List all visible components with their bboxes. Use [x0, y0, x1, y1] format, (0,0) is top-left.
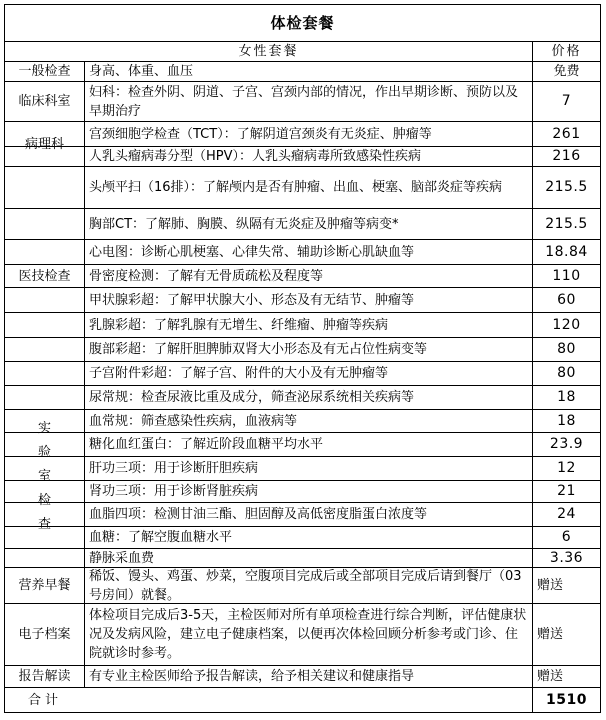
item-price: 80: [557, 365, 576, 381]
item-text: 妇科：检查外阴、阴道、子宫、宫颈内部的情况，作出早期诊断、预防以及早期治疗: [89, 84, 519, 119]
total-value: 1510: [546, 691, 587, 708]
category-breakfast: 营养早餐: [18, 578, 71, 593]
item-price: 6: [561, 529, 572, 545]
category-imaging: 医技检查: [18, 268, 71, 284]
item-price: 赠送: [537, 578, 564, 593]
category-clinical: 临床科室: [18, 94, 71, 109]
item-text: 静脉采血费: [89, 550, 155, 566]
item-price: 80: [557, 341, 576, 357]
item-price: 18: [557, 389, 576, 405]
item-text: 肾功三项：用于诊断肾脏疾病: [89, 484, 259, 499]
item-text: 甲状腺彩超：了解甲状腺大小、形态及有无结节、肿瘤等: [89, 292, 415, 308]
item-price: 110: [552, 267, 581, 284]
item-price: 18: [557, 412, 576, 429]
item-price: 赠送: [537, 669, 564, 684]
item-text: 乳腺彩超：了解乳腺有无增生、纤维瘤、肿瘤等疾病: [89, 317, 389, 333]
item-price: 3.36: [549, 549, 584, 566]
item-text: 子宫附件彩超：了解子宫、附件的大小及有无肿瘤等: [89, 366, 389, 381]
item-price: 24: [557, 506, 576, 522]
item-price: 免费: [553, 64, 580, 79]
item-price: 21: [557, 483, 576, 499]
category-lab-char: 室: [37, 468, 51, 484]
item-price: 215.5: [545, 179, 588, 195]
item-price: 18.84: [545, 243, 588, 260]
item-text: 尿常规：检查尿液比重及成分，筛查泌尿系统相关疾病等: [89, 390, 415, 405]
category-general: 一般检查: [18, 64, 71, 79]
item-text: 肝功三项：用于诊断肝胆疾病: [89, 461, 259, 476]
item-price: 12: [557, 460, 576, 476]
item-price: 23.9: [549, 436, 584, 452]
item-text: 胸部CT：了解肺、胸膜、纵隔有无炎症及肿瘤等病变*: [89, 216, 399, 232]
category-records: 电子档案: [18, 627, 71, 642]
total-label: 合计: [27, 692, 62, 708]
category-lab-char: 验: [37, 444, 51, 460]
item-text: 有专业主检医师给予报告解读，给予相关建议和健康指导: [89, 669, 415, 684]
category-lab-char: 实: [37, 420, 51, 436]
category-lab-char: 查: [37, 516, 51, 532]
price-header: 价格: [551, 44, 582, 59]
item-text: 腹部彩超：了解肝胆脾肺双肾大小形态及有无占位性病变等: [89, 342, 428, 357]
item-price: 215.5: [545, 215, 588, 232]
item-text: 头颅平扫（16排）：了解颅内是否有肿瘤、出血、梗塞、脑部炎症等疾病: [89, 180, 503, 195]
item-text: 稀饭、馒头、鸡蛋、炒菜，空腹项目完成后或全部项目完成后请到餐厅（03号房间）就餐。: [89, 568, 522, 603]
item-text: 血常规：筛查感染性疾病，血液病等: [89, 413, 298, 429]
page-title: 体检套餐: [270, 13, 335, 32]
category-report: 报告解读: [18, 669, 71, 684]
item-text: 骨密度检测：了解有无骨质疏松及程度等: [89, 268, 324, 284]
item-text: 血糖：了解空腹血糖水平: [89, 530, 233, 545]
item-text: 人乳头瘤病毒分型（HPV）：人乳头瘤病毒所致感染性疾病: [89, 149, 422, 164]
item-price: 216: [552, 148, 581, 164]
category-pathology: 病理科: [24, 136, 64, 152]
item-price: 赠送: [537, 627, 564, 642]
item-price: 60: [557, 291, 576, 308]
item-text: 宫颈细胞学检查（TCT）：了解阴道宫颈炎有无炎症、肿瘤等: [89, 126, 432, 142]
category-lab-char: 检: [37, 492, 51, 508]
item-price: 7: [561, 93, 572, 109]
item-text: 血脂四项：检测甘油三酯、胆固醇及高低密度脂蛋白浓度等: [89, 507, 428, 522]
item-text: 体检项目完成后3-5天，主检医师对所有单项检查进行综合判断，评估健康状况及发病风险，建立电子健康档案，以便再次体检回顾分析参考或门诊、住院就诊时参考。: [89, 608, 527, 661]
item-text: 身高、体重、血压: [89, 64, 194, 79]
category-lab: [5, 386, 84, 567]
package-header: 女性套餐: [238, 44, 299, 59]
item-text: 心电图：诊断心肌梗塞、心律失常、辅助诊断心肌缺血等: [89, 244, 415, 260]
item-price: 120: [552, 316, 581, 333]
item-price: 261: [552, 125, 581, 142]
item-text: 糖化血红蛋白：了解近阶段血糖平均水平: [89, 437, 324, 452]
